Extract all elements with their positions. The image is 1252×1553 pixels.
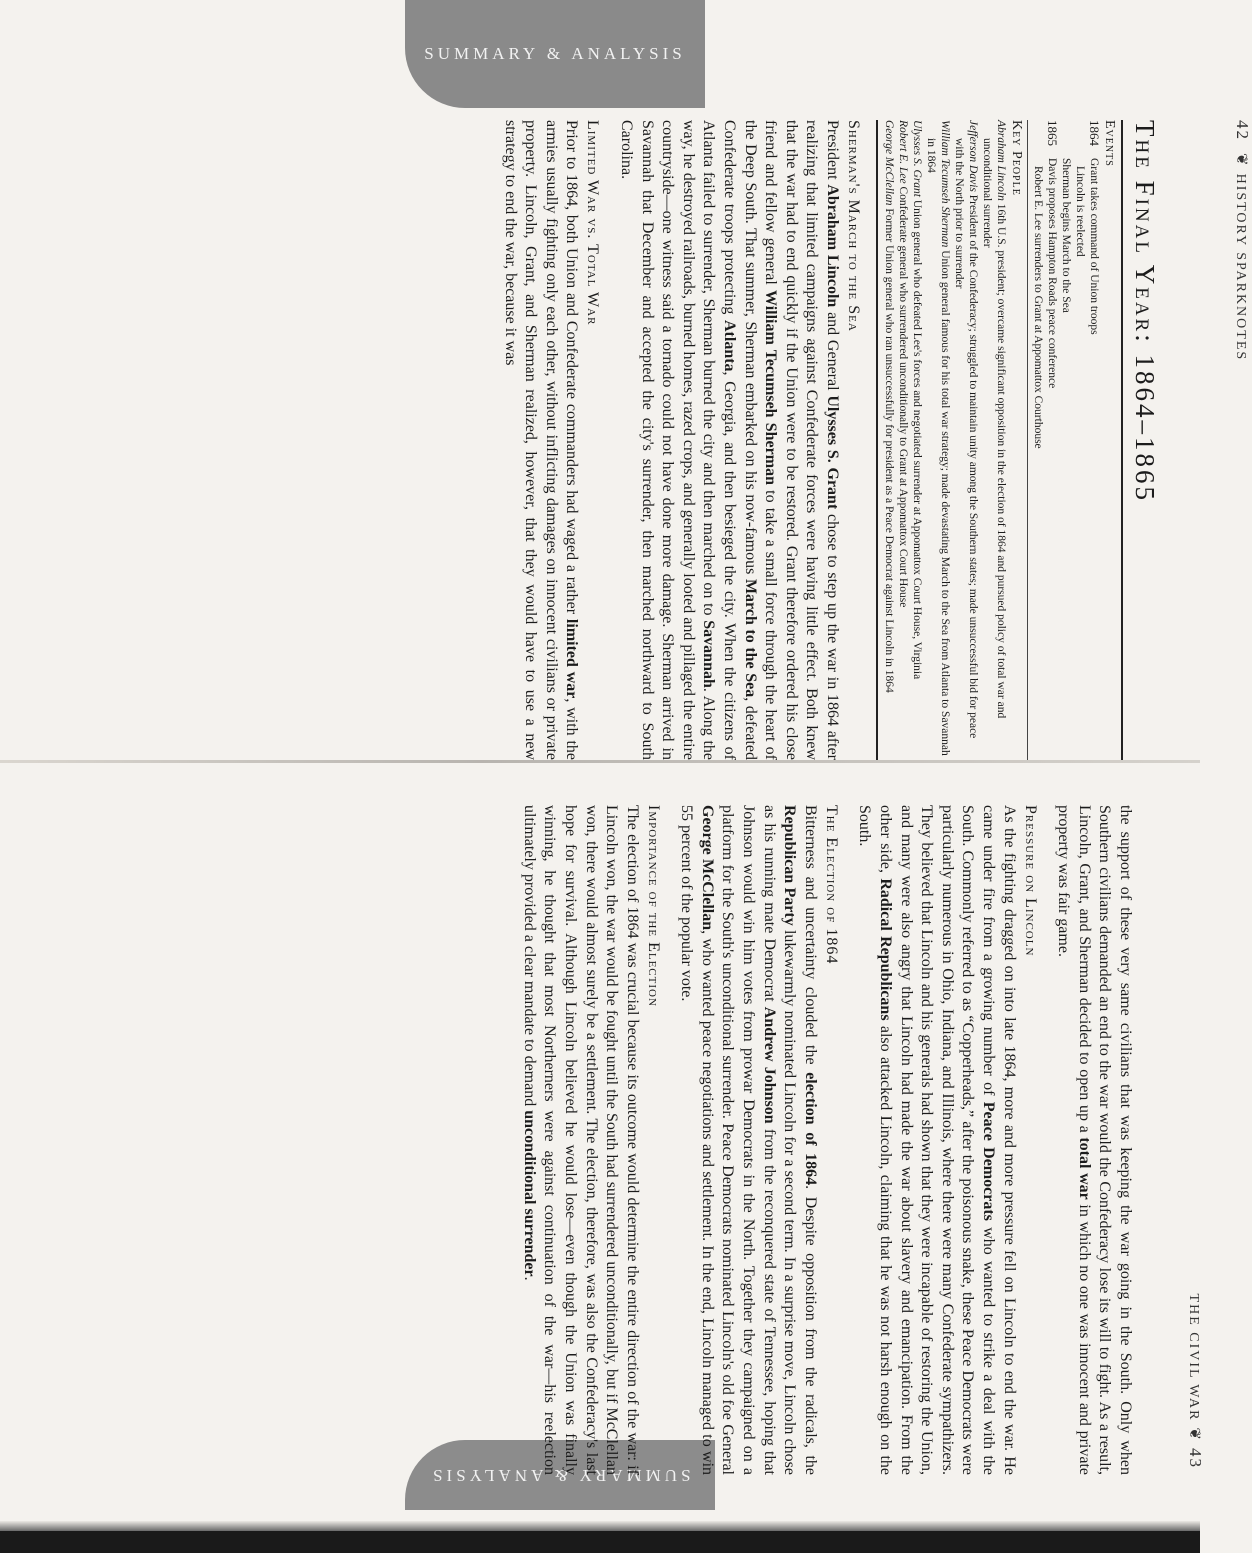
person-name: Abraham Lincoln	[995, 120, 1007, 201]
running-head	[1185, 1294, 1205, 1475]
page-number: 42	[1233, 120, 1252, 141]
running-head-text: THE CIVIL WAR	[1186, 1293, 1201, 1422]
person-desc: Confederate general who surrendered unconditionally to Grant at Appomattox Court House	[897, 186, 909, 608]
key-person	[896, 120, 910, 760]
running-head-text: HISTORY SPARKNOTES	[1233, 173, 1248, 362]
tab-label: SUMMARY & ANALYSIS	[424, 44, 686, 63]
key-person	[910, 120, 924, 760]
person-name: Robert E. Lee	[897, 120, 909, 184]
divider	[1027, 120, 1028, 760]
key-people-heading: Key People	[1009, 120, 1024, 196]
page-fold-line	[0, 760, 1200, 763]
event-year: 1864	[1087, 120, 1102, 146]
section-heading-election: The Election of 1864	[822, 805, 840, 965]
section-heading-pressure: Pressure on Lincoln	[1021, 805, 1039, 957]
section-heading-limited-war: Limited War vs. Total War	[584, 120, 602, 326]
paragraph: the support of these very same civilians that was keeping the war going in the South. Only when Southern civilians demanded an end to the war would the Confederacy lose its will to fight. As a result, Lincoln, Grant, and Sherman decided to open up a total war in which no one was innocent and private property was fair game.	[1055, 805, 1134, 1475]
event-line: Robert E. Lee surrenders to Grant at Appomattox Courthouse	[1032, 166, 1044, 449]
divider	[1121, 120, 1123, 760]
scan-edge	[0, 1531, 1200, 1553]
event-line: Grant takes command of Union troops	[1088, 158, 1100, 335]
person-name: William Tecumseh Sherman	[939, 120, 951, 248]
key-people-list	[882, 120, 1008, 760]
event-group	[1059, 120, 1101, 760]
paragraph: Bitterness and uncertainty clouded the election of 1864. Despite opposition from the radicals, the Republican Party lukewarmly nominated Lincoln for a second term. In a surprise move, Lincoln chose as his running mate Democrat Andrew Johnson from the reconquered state of Tennessee, hoping that Johnson would win him votes from prowar Democrats in the North. Together they campaigned on a platform for the South's unconditional surrender. Peace Democrats nominated Lincoln's old foe General George McClellan, who wanted peace negotiations and settlement. In the end, Lincoln managed to win 55 percent of the popular vote.	[678, 805, 819, 1476]
event-year: 1865	[1045, 120, 1060, 146]
tab-label: SUMMARY & ANALYSIS	[429, 1466, 691, 1485]
key-person	[980, 120, 1008, 760]
person-desc: President of the Confederacy; struggled to maintain unity among the Southern states; made unsuccessful bid for peace with the North prior to surrender	[953, 138, 979, 739]
person-name: George McClellan	[883, 120, 895, 206]
section-heading-sherman: Sherman's March to the Sea	[845, 120, 862, 332]
leaf-icon: ❦	[1186, 1427, 1202, 1442]
key-person	[924, 120, 952, 760]
divider	[876, 120, 878, 760]
section-heading-importance: Importance of the Election	[644, 805, 662, 1007]
running-head	[1232, 120, 1252, 361]
paragraph: President Abraham Lincoln and General Ulysses S. Grant chose to step up the war in 1864 after realizing that limited campaigns against Confederate forces were having little effect. Both knew that the war had to end quickly if the Union were to be restored. Grant therefore ordered his close friend and fellow general William Tecumseh Sherman to take a small force through the heart of the Deep South. That summer, Sherman embarked on his now-famous March to the Sea, defeated Confederate troops protecting Atlanta, Georgia, and then besieged the city. When the citizens of Atlanta failed to surrender, Sherman burned the city and then marched on to Savannah. Along the way, he destroyed railroads, burned homes, razed crops, and generally looted and pillaged the entire countryside—one witness said a tornado could not have done more damage. Sherman arrived in Savannah that December and accepted the city's surrender, then marched northward to South Carolina.	[618, 120, 841, 761]
paragraph: Prior to 1864, both Union and Confederate commanders had waged a rather limited war, with the armies usually fighting only each other, without inflicting damages on innocent civilians or private property. Lincoln, Grant, and Sherman realized, however, that they would have to use a new strategy to end the war, because it was	[501, 120, 581, 761]
left-page	[85, 120, 1252, 761]
scan-edge-shadow	[0, 1521, 1200, 1531]
person-desc: Former Union general who ran unsuccessfully for president as a Peace Democrat against Lincoln in 1864	[883, 208, 895, 693]
leaf-icon: ❦	[1233, 153, 1249, 168]
chapter-title: The Final Year: 1864–1865	[1130, 120, 1160, 503]
paragraph: As the fighting dragged on into late 1864, more and more pressure fell on Lincoln to end the war. He came under fire from a growing number of Peace Democrats who wanted to strike a deal with the South. Commonly referred to as “Copperheads,” after the poisonous snake, these Peace Democrats were particularly numerous in Ohio, Indiana, and Illinois, where there were many Confederate sympathizers. They believed that Lincoln and his generals had shown that they were incapable of restoring the Union, and many were also angry that Lincoln had made the war about slavery and emancipation. From the other side, Radical Republicans also attacked Lincoln, claiming that he was not harsh enough on the South.	[856, 805, 1018, 1476]
event-group	[1031, 120, 1059, 760]
person-desc: Union general who defeated Lee's forces and negotiated surrender at Appomattox Court House, Virginia	[911, 199, 923, 680]
event-line: Sherman begins March to the Sea	[1060, 158, 1072, 313]
person-desc: 16th U.S. president; overcame significant opposition in the election of 1864 and pursued policy of total war and unconditional surrender	[981, 138, 1007, 719]
event-line: Davis proposes Hampton Roads peace conference	[1046, 158, 1058, 389]
person-name: Ulysses S. Grant	[911, 120, 923, 197]
event-line: Lincoln is reelected	[1074, 166, 1086, 257]
key-person	[882, 120, 896, 760]
paragraph: The election of 1864 was crucial because its outcome would determine the entire direction of the war: if Lincoln won, the war would be fought until the South had surrendered unconditionally, but if McClellan won, there would almost surely be a settlement. The election, therefore, was also the Confederacy's last hope for survival. Although Lincoln believed he would lose—even though the Union was finally winning, he thought that most Northerners were against continuation of the war—his reelection ultimately provided a clear mandate to demand unconditional surrender.	[520, 805, 641, 1475]
page-number: 43	[1186, 1448, 1205, 1469]
key-person	[952, 120, 980, 760]
summary-analysis-tab-top	[405, 0, 705, 108]
events-heading: Events	[1102, 120, 1117, 167]
person-name: Jefferson Davis	[967, 120, 979, 192]
person-desc: Union general famous for his total war strategy; made devastating March to the Sea from Atlanta to Savannah in 1864	[925, 138, 951, 756]
